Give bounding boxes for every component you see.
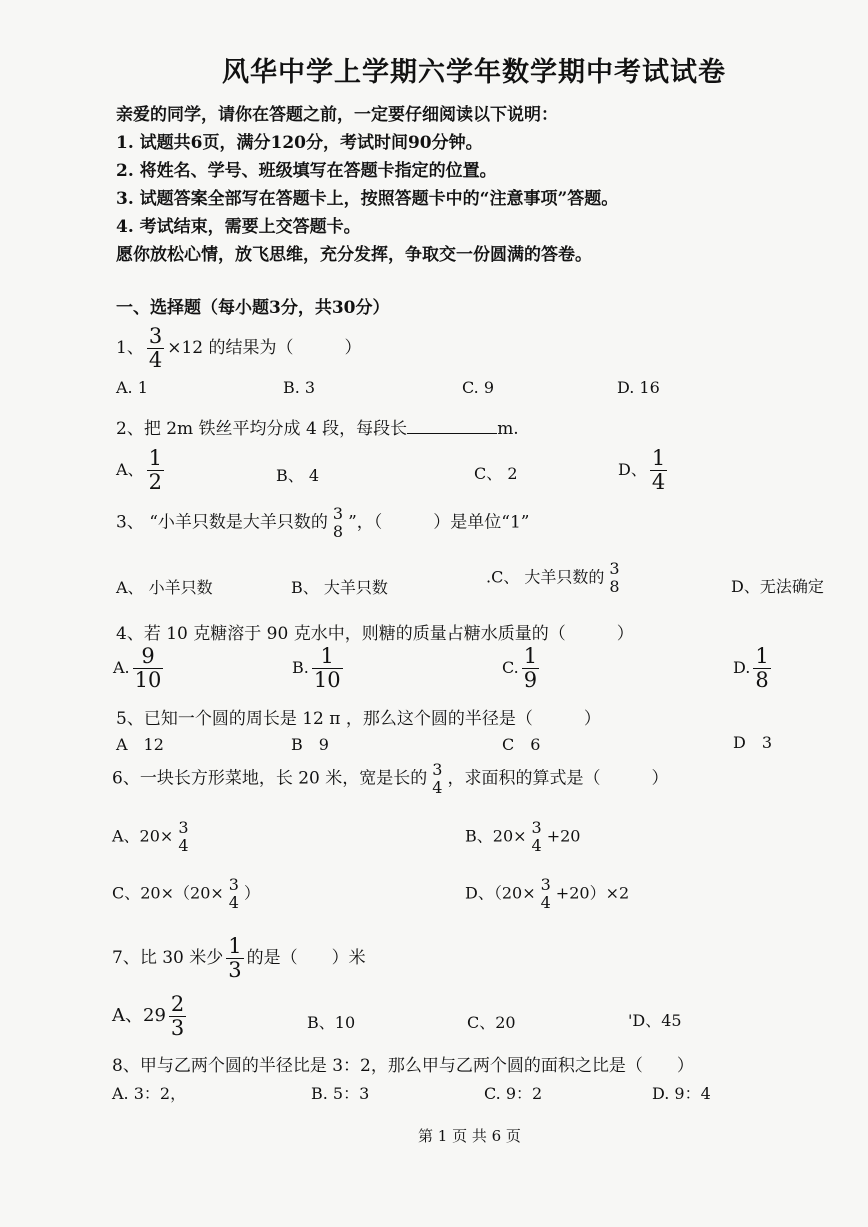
q1-option-a: A. 1 [116,378,148,397]
q6-option-c: C、20×（20× 3 4 ） [112,875,260,912]
section-heading: 一、选择题（每小题3分，共30分） [116,298,390,318]
unit: m. [497,419,519,439]
q2-option-b: B、 4 [276,466,320,485]
q4-option-b: B. $\frac{1}{10}$ [292,644,341,692]
question-text: 2、把 2m 铁丝平均分成 4 段，每段长 [116,419,408,439]
fraction: 3 4 [432,760,443,797]
fraction: 3 4 [178,818,189,855]
q1-option-b: B. 3 [283,378,316,397]
question-text: ×12 的结果为（ ） [167,338,362,358]
q4-option-c: C. $\frac{1}{9}$ [502,644,538,692]
fraction: 3 8 [609,559,620,596]
fraction: $\frac{1}{8}$ [755,644,769,692]
q2-option-d: D、 $\frac{1}{4}$ [618,446,666,494]
q7-option-c: C、20 [467,1013,516,1032]
q1-option-d: D. 16 [617,378,660,397]
intro-rule-3: 3. 试题答案全部写在答题卡上，按照答题卡中的“注意事项”答题。 [116,189,619,209]
intro-greeting: 亲爱的同学，请你在答题之前，一定要仔细阅读以下说明： [116,105,558,125]
fraction: $\frac{1}{4}$ [651,446,666,494]
fraction: 3 4 [531,818,542,855]
q7-option-a: A、29 $\frac{2}{3}$ [112,992,185,1040]
q2-option-a: A、 $\frac{1}{2}$ [116,446,162,494]
fraction: 3 4 [540,875,551,912]
q5-option-c: C 6 [502,735,541,754]
q3-option-b: B、 大羊只数 [291,578,388,597]
q5-option-a: A 12 [116,735,164,754]
question-4: 4、若 10 克糖溶于 90 克水中，则糖的质量占糖水质量的（ ） [116,624,634,644]
q7-option-d: 'D、45 [628,1011,682,1030]
page-footer: 第 1 页 共 6 页 [418,1127,521,1145]
fraction: $\frac{1}{9}$ [523,644,538,692]
question-5: 5、已知一个圆的周长是 12 π ，那么这个圆的半径是（ ） [116,709,601,729]
q8-option-c: C. 9：2 [484,1084,543,1103]
q3-option-d: D、无法确定 [731,577,824,596]
fraction: $\frac{1}{2}$ [148,446,162,494]
question-1 [116,326,361,371]
q4-option-a: A. $\frac{9}{10}$ [113,644,162,692]
question-8: 8、甲与乙两个圆的半径比是 3：2，那么甲与乙两个圆的面积之比是（ ） [112,1056,694,1076]
question-2 [116,414,519,439]
q1-option-c: C. 9 [462,378,495,397]
q3-option-a: A、 小羊只数 [116,578,213,597]
intro-rule-1: 1. 试题共6页，满分120分，考试时间90分钟。 [116,133,483,153]
fraction: $\frac{3}{4}$ [148,324,163,372]
fraction: $\frac{1}{3}$ [228,934,242,982]
q5-option-d: D 3 [733,733,773,752]
question-3: 3、 “小羊只数是大羊只数的 3 8 ”，（ ）是单位“1” [116,504,530,541]
fraction: $\frac{1}{10}$ [313,644,341,692]
answer-blank [407,419,497,434]
q2-option-c: C、 2 [474,464,518,483]
intro-rule-4: 4. 考试结束，需要上交答题卡。 [116,217,361,237]
q7-option-b: B、10 [307,1013,356,1032]
q8-option-d: D. 9：4 [652,1084,711,1103]
q4-option-d: D. $\frac{1}{8}$ [733,644,769,692]
question-6: 6、一块长方形菜地，长 20 米，宽是长的 3 4 ，求面积的算式是（ ） [112,760,669,797]
page-title: 风华中学上学期六学年数学期中考试试卷 [222,57,726,88]
q8-option-a: A. 3：2， [112,1084,187,1103]
q6-option-d: D、（20× 3 4 +20）×2 [465,875,630,912]
question-number: 1、 [116,338,144,358]
intro-closing: 愿你放松心情，放飞思维，充分发挥，争取交一份圆满的答卷。 [116,245,592,265]
q6-option-b: B、20× 3 4 +20 [465,818,581,855]
fraction: 3 8 [332,504,344,541]
fraction: 3 4 [228,875,239,912]
intro-rule-2: 2. 将姓名、学号、班级填写在答题卡指定的位置。 [116,161,497,181]
fraction: $\frac{9}{10}$ [134,644,162,692]
q8-option-b: B. 5：3 [311,1084,370,1103]
fraction: $\frac{2}{3}$ [170,992,185,1040]
question-7: 7、比 30 米少 $\frac{1}{3}$ 的是（ ）米 [112,934,366,982]
q5-option-b: B 9 [291,735,329,754]
q3-option-c: .C、 大羊只数的 3 8 [486,559,620,596]
q6-option-a: A、20× 3 4 [112,818,189,855]
